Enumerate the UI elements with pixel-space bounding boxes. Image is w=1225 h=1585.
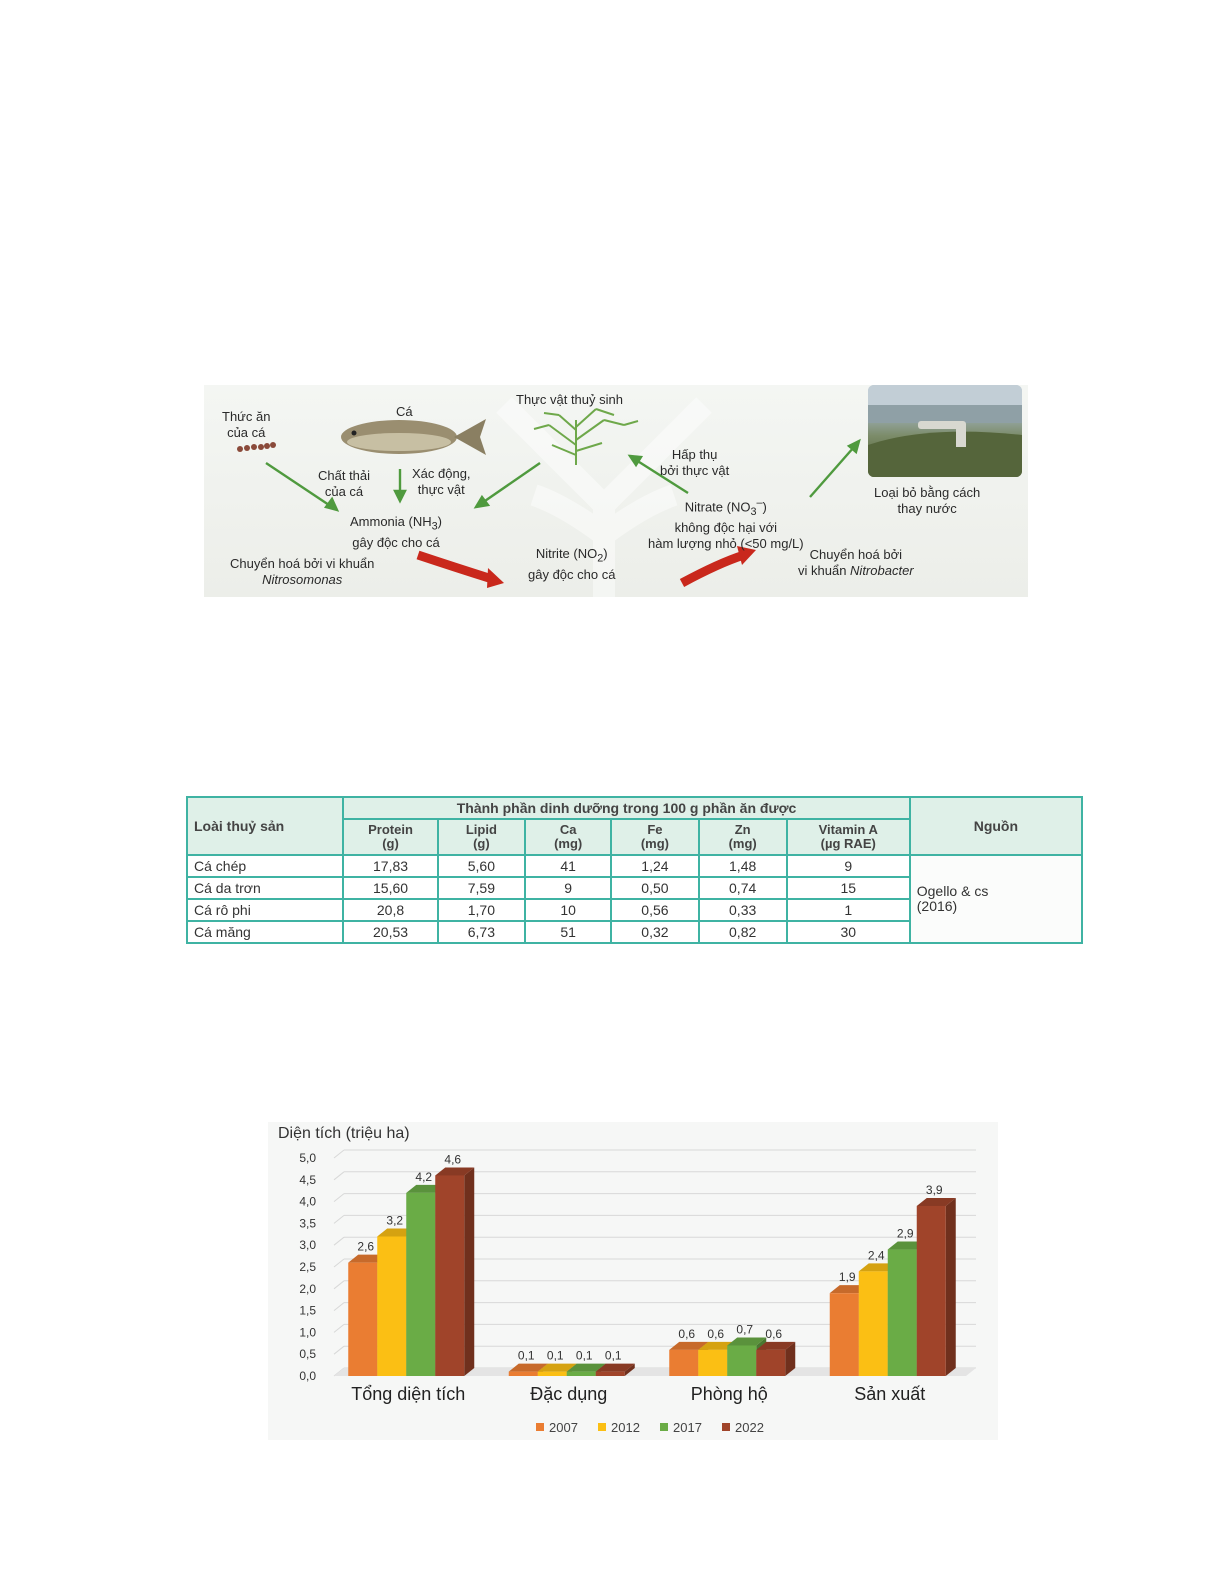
cell-value: 41 <box>525 855 611 877</box>
data-label: 0,1 <box>517 1348 535 1363</box>
y-tick-label: 2,5 <box>299 1260 316 1274</box>
data-label: 4,2 <box>415 1169 433 1184</box>
grid-diagonal <box>334 1281 344 1289</box>
bar <box>756 1350 785 1376</box>
cell-value: 6,73 <box>438 921 525 943</box>
legend-swatch <box>598 1423 606 1431</box>
chart-svg <box>268 1122 998 1440</box>
header-fe: Fe (mg) <box>611 819 698 855</box>
bar <box>509 1372 538 1376</box>
fish-food-icon <box>237 442 276 452</box>
cell-value: 20,53 <box>343 921 437 943</box>
label-ammonia: Ammonia $(NH_3)$ gây độc cho cá <box>350 514 442 550</box>
cell-value: 0,32 <box>611 921 698 943</box>
label-water-change: Loại bỏ bằng cách thay nước <box>874 485 981 516</box>
cell-value: 0,50 <box>611 877 698 899</box>
label-nitrate: Nitrate $(NO_3^-)$ không độc hại với hàm lượng nhỏ (<50 mg/L) <box>648 497 804 551</box>
cell-value: 9 <box>525 877 611 899</box>
y-tick-label: 1,0 <box>299 1325 316 1340</box>
label-fish: Cá <box>396 404 413 419</box>
species-name: Cá chép <box>187 855 343 877</box>
chart-y-axis-label: Diện tích (triệu ha) <box>278 1125 410 1142</box>
y-tick-label: 5,0 <box>299 1151 316 1165</box>
data-label: 2,4 <box>867 1248 885 1263</box>
cell-value: 15 <box>787 877 910 899</box>
label-carcass: Xác động, thực vật <box>412 466 471 497</box>
y-tick-label: 1,5 <box>299 1303 316 1318</box>
data-label: 1,9 <box>838 1270 856 1285</box>
cell-value: 9 <box>787 855 910 877</box>
y-tick-label: 3,5 <box>299 1216 316 1231</box>
x-category-label: Đặc dụng <box>530 1384 608 1404</box>
data-label: 0,1 <box>604 1348 622 1363</box>
label-aquatic-plants: Thực vật thuỷ sinh <box>516 392 623 407</box>
label-nitrite: Nitrite $(NO_2)$ gây độc cho cá <box>528 546 616 582</box>
bar-side <box>946 1198 956 1376</box>
species-name: Cá da trơn <box>187 877 343 899</box>
x-category-label: Phòng hộ <box>690 1384 768 1404</box>
data-label: 0,1 <box>546 1348 564 1363</box>
bar <box>669 1350 698 1376</box>
bar <box>406 1193 435 1376</box>
header-nutrition-group: Thành phần dinh dưỡng trong 100 g phần ăn được <box>343 797 909 819</box>
header-lipid: Lipid (g) <box>438 819 525 855</box>
label-absorption: Hấp thụ bởi thực vật <box>660 447 730 478</box>
species-name: Cá măng <box>187 921 343 943</box>
cell-value: 15,60 <box>343 877 437 899</box>
fish-icon <box>341 419 486 455</box>
data-label: 0,6 <box>707 1326 725 1341</box>
nitrogen-cycle-diagram <box>204 385 1028 597</box>
cell-value: 0,33 <box>699 899 787 921</box>
grid-diagonal <box>334 1172 344 1180</box>
grid-diagonal <box>334 1259 344 1267</box>
header-species: Loài thuỷ sản <box>187 797 343 855</box>
bar <box>348 1263 377 1376</box>
cell-value: 10 <box>525 899 611 921</box>
legend-label: 2017 <box>673 1420 702 1435</box>
data-label: 3,2 <box>386 1213 404 1228</box>
cell-value: 51 <box>525 921 611 943</box>
bar <box>888 1250 917 1376</box>
grid-diagonal <box>334 1150 344 1158</box>
data-label: 2,9 <box>896 1226 914 1241</box>
grid-diagonal <box>334 1237 344 1245</box>
data-label: 3,9 <box>925 1182 943 1197</box>
cell-value: 5,60 <box>438 855 525 877</box>
data-label: 0,6 <box>765 1326 783 1341</box>
bar <box>435 1175 464 1376</box>
arrow-nitrosomonas <box>418 555 492 579</box>
x-category-label: Tổng diện tích <box>351 1384 466 1404</box>
bar <box>377 1236 406 1376</box>
grid-diagonal <box>334 1324 344 1332</box>
cell-value: 20,8 <box>343 899 437 921</box>
legend-swatch <box>536 1423 544 1431</box>
bar <box>859 1271 888 1376</box>
nutrition-table <box>186 796 1083 944</box>
data-label: 2,6 <box>357 1239 375 1254</box>
data-label: 0,1 <box>575 1348 593 1363</box>
arrow-plants-to-ammonia <box>482 463 540 503</box>
y-tick-label: 3,0 <box>299 1238 316 1253</box>
bar <box>567 1372 596 1376</box>
legend-swatch <box>722 1423 730 1431</box>
bar <box>917 1206 946 1376</box>
species-name: Cá rô phi <box>187 899 343 921</box>
data-label: 4,6 <box>444 1152 462 1167</box>
water-change-photo <box>868 385 1022 477</box>
y-tick-label: 4,0 <box>299 1194 316 1209</box>
label-nitrobacter: Chuyển hoá bởi vi khuẩn Nitrobacter <box>798 547 914 578</box>
header-zn: Zn (mg) <box>699 819 787 855</box>
cell-value: 1,48 <box>699 855 787 877</box>
cell-value: 0,56 <box>611 899 698 921</box>
legend-label: 2012 <box>611 1420 640 1435</box>
cell-value: 0,74 <box>699 877 787 899</box>
y-tick-label: 0,0 <box>299 1369 316 1383</box>
grid-diagonal <box>334 1303 344 1311</box>
bar <box>538 1372 567 1376</box>
label-fish-waste: Chất thải của cá <box>318 468 371 499</box>
grid-diagonal <box>334 1194 344 1202</box>
source-cell: Ogello & cs (2016) <box>910 855 1082 943</box>
bar <box>698 1350 727 1376</box>
label-fish-food: Thức ăn của cá <box>222 409 271 440</box>
header-source: Nguồn <box>910 797 1082 855</box>
y-tick-label: 0,5 <box>299 1347 316 1362</box>
legend-swatch <box>660 1423 668 1431</box>
header-protein: Protein (g) <box>343 819 437 855</box>
y-tick-label: 2,0 <box>299 1281 316 1296</box>
arrow-nitrate-to-photo <box>810 447 854 497</box>
cell-value: 17,83 <box>343 855 437 877</box>
bar <box>830 1293 859 1376</box>
cell-value: 30 <box>787 921 910 943</box>
label-nitrosomonas: Chuyển hoá bởi vi khuẩn Nitrosomonas <box>230 556 375 587</box>
cell-value: 1,70 <box>438 899 525 921</box>
data-label: 0,6 <box>678 1326 696 1341</box>
table-row <box>187 855 1082 877</box>
x-category-label: Sản xuất <box>854 1384 926 1404</box>
bar-side <box>464 1167 474 1376</box>
header-ca: Ca (mg) <box>525 819 611 855</box>
cell-value: 0,82 <box>699 921 787 943</box>
y-tick-label: 4,5 <box>299 1172 316 1187</box>
cell-value: 1 <box>787 899 910 921</box>
legend-label: 2022 <box>735 1420 764 1435</box>
bar <box>596 1372 625 1376</box>
cell-value: 7,59 <box>438 877 525 899</box>
header-vitamin-a: Vitamin A (µg RAE) <box>787 819 910 855</box>
arrow-nitrobacter <box>682 555 744 583</box>
grid-diagonal <box>334 1215 344 1223</box>
forest-area-chart <box>268 1122 998 1440</box>
cell-value: 1,24 <box>611 855 698 877</box>
bar <box>727 1345 756 1376</box>
grid-diagonal <box>334 1346 344 1354</box>
legend-label: 2007 <box>549 1420 578 1435</box>
data-label: 0,7 <box>736 1322 754 1337</box>
